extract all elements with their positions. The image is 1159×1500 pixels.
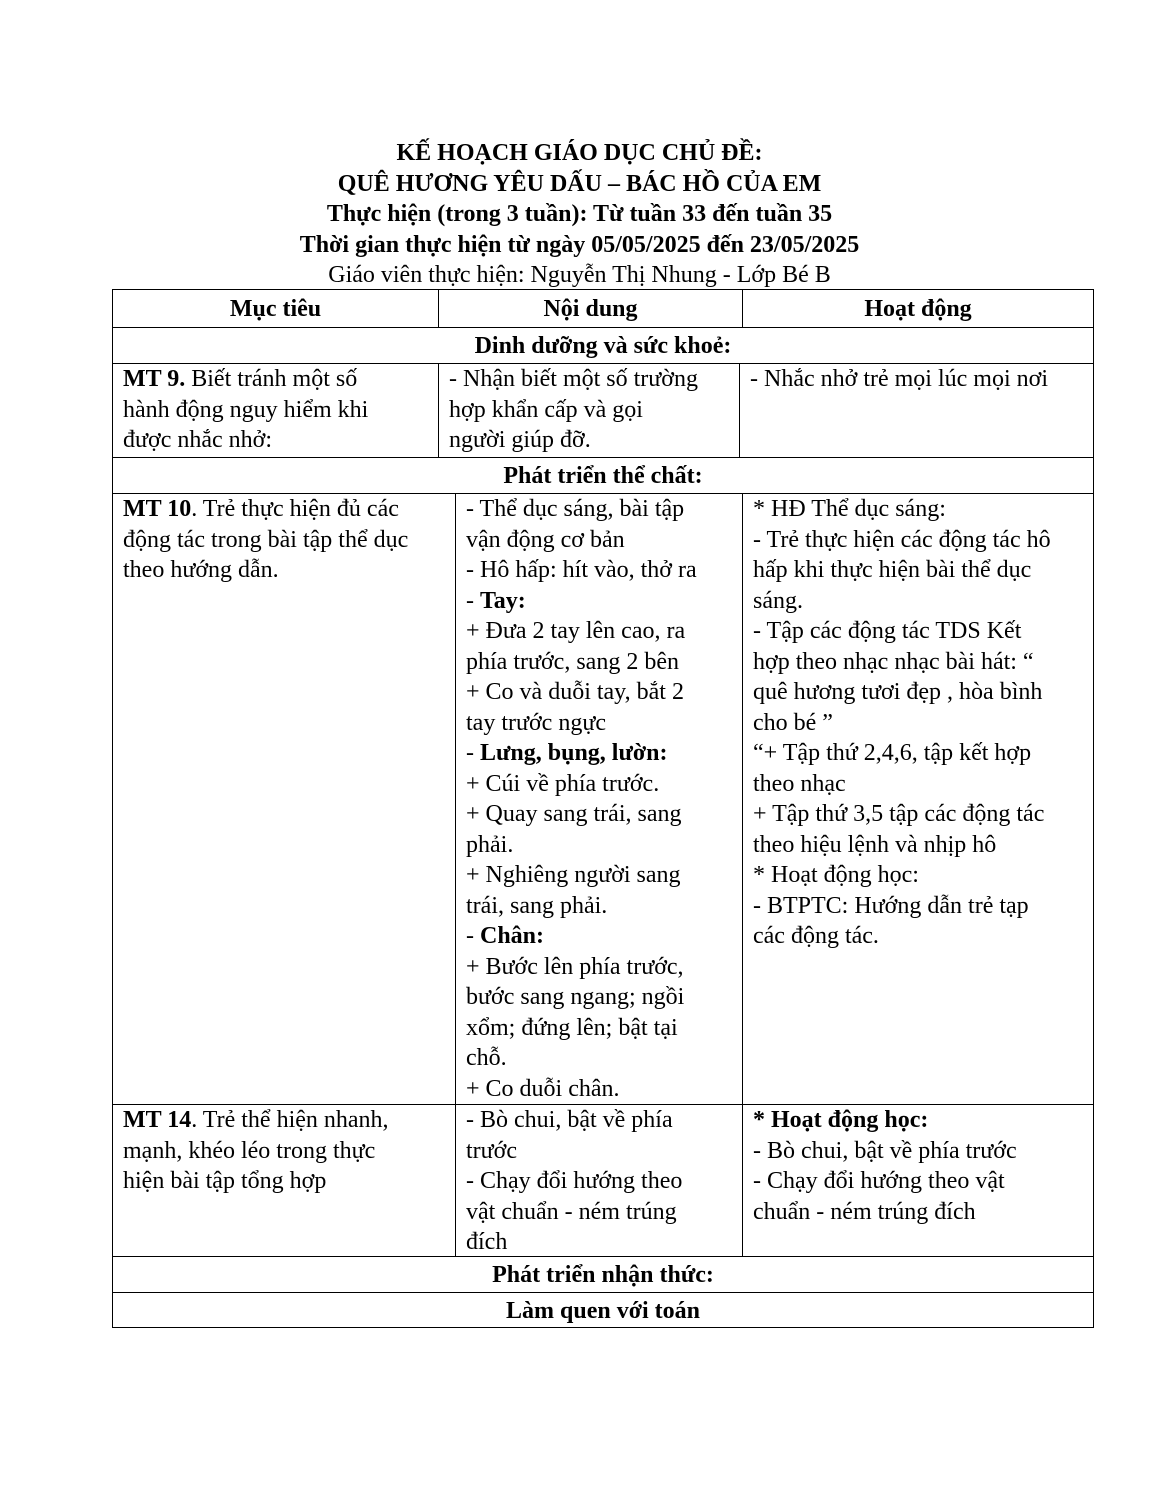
mt10-content-line: + Cúi về phía trước. <box>466 770 660 797</box>
mt10-activity-line: * Hoạt động học: <box>753 862 919 888</box>
mt14-content-line: - Bò chui, bật về phía <box>466 1107 673 1133</box>
mt14-goal-cell <box>113 1105 455 1256</box>
mt10-activity-line: * HĐ Thể dục sáng: <box>753 496 946 522</box>
table-header-row <box>112 289 1094 328</box>
mt10-content-line: phía trước, sang 2 bên <box>466 648 679 675</box>
section-cognitive-development: Phát triển nhận thức: <box>112 1257 1094 1293</box>
mt10-activity-line: các động tác. <box>753 923 879 949</box>
mt9-goal-line: được nhắc nhở: <box>123 427 273 453</box>
mt10-activity-line: “+ Tập thứ 2,4,6, tập kết hợp <box>753 740 1032 766</box>
mt9-activity-cell <box>739 364 1093 457</box>
mt9-goal-line: hành động nguy hiểm khi <box>123 396 369 423</box>
mt10-content-line: - Thể dục sáng, bài tập <box>466 496 685 522</box>
mt9-label: MT 9. <box>123 366 186 392</box>
mt10-content-line: + Quay sang trái, sang <box>466 801 682 827</box>
column-header-activity: Hoạt động <box>742 290 1093 327</box>
mt10-activity-line: - BTPTC: Hướng dẫn trẻ tạp <box>753 892 1029 919</box>
table-row-mt10 <box>112 494 1094 1105</box>
plan-title: KẾ HOẠCH GIÁO DỤC CHỦ ĐỀ: <box>396 140 763 166</box>
mt14-activity-line: chuẩn - ném trúng đích <box>753 1198 976 1225</box>
mt10-content-prefix: - <box>466 587 480 614</box>
mt14-activity-line: - Bò chui, bật về phía trước <box>753 1137 1017 1164</box>
mt10-content-line: xổm; đứng lên; bật tại <box>466 1014 678 1041</box>
mt10-activity-line: hấp khi thực hiện bài thể dục <box>753 557 1032 583</box>
mt9-activity-line: - Nhắc nhở trẻ mọi lúc mọi nơi <box>750 366 1048 392</box>
mt10-label: MT 10 <box>123 496 192 522</box>
mt10-goal-line: động tác trong bài tập thể dục <box>123 526 409 553</box>
mt10-content-line: + Co duỗi chân. <box>466 1075 620 1102</box>
mt14-content-cell <box>455 1105 742 1256</box>
mt14-content-line: - Chạy đổi hướng theo <box>466 1168 683 1194</box>
column-header-goal: Mục tiêu <box>229 296 322 322</box>
mt14-content-line: đích <box>466 1229 508 1255</box>
teacher-line: Giáo viên thực hiện: Nguyễn Thị Nhung - Lớp Bé B <box>328 262 831 288</box>
section-math-intro: Làm quen với toán <box>112 1293 1094 1328</box>
mt14-content-line: trước <box>466 1137 518 1164</box>
duration-line: Thực hiện (trong 3 tuần): Từ tuần 33 đến tuần 35 <box>326 201 833 227</box>
section-physical-development: Phát triển thể chất: <box>112 458 1094 494</box>
mt10-subheading-arms: Tay: <box>480 587 526 614</box>
table-row-mt14 <box>112 1105 1094 1257</box>
mt10-activity-line: - Tập các động tác TDS Kết <box>753 618 1022 644</box>
mt14-activity-title: * Hoạt động học: <box>753 1107 929 1133</box>
date-range-line: Thời gian thực hiện từ ngày 05/05/2025 đến 23/05/2025 <box>299 231 860 258</box>
mt10-content-line: + Bước lên phía trước, <box>466 953 684 980</box>
mt10-subheading-torso: Lưng, bụng, lườn: <box>480 740 668 766</box>
mt14-goal-line: mạnh, khéo léo trong thực <box>123 1137 376 1164</box>
mt14-activity-cell <box>742 1105 1093 1256</box>
mt10-content-line: trái, sang phải. <box>466 892 608 919</box>
section-nutrition-health: Dinh dưỡng và sức khoẻ: <box>112 328 1094 364</box>
document-header <box>0 138 1159 291</box>
mt14-content-line: vật chuẩn - ném trúng <box>466 1198 677 1225</box>
mt10-activity-line: sáng. <box>753 587 803 614</box>
mt10-content-cell <box>455 494 742 1104</box>
mt14-goal-line: . Trẻ thể hiện nhanh, <box>191 1107 389 1133</box>
mt10-goal-line: . Trẻ thực hiện đủ các <box>191 496 399 522</box>
mt10-content-prefix: - <box>466 923 480 949</box>
column-header-content: Nội dung <box>438 290 742 327</box>
mt10-activity-line: theo nhạc <box>753 770 846 797</box>
mt9-content-line: hợp khẩn cấp và gọi <box>449 396 643 423</box>
mt9-content-cell <box>438 364 739 457</box>
mt10-activity-line: + Tập thứ 3,5 tập các động tác <box>753 801 1045 827</box>
mt10-content-line: bước sang ngang; ngồi <box>466 984 685 1010</box>
mt10-content-line: tay trước ngực <box>466 709 606 736</box>
mt10-subheading-legs: Chân: <box>480 923 545 949</box>
plan-table <box>112 289 1094 1328</box>
mt10-activity-line: - Trẻ thực hiện các động tác hô <box>753 526 1051 553</box>
mt10-activity-line: cho bé ” <box>753 709 833 736</box>
mt10-content-prefix: - <box>466 740 480 766</box>
mt10-activity-line: hợp theo nhạc nhạc bài hát: “ <box>753 648 1034 675</box>
mt10-content-line: vận động cơ bản <box>466 526 625 553</box>
mt10-content-line: phải. <box>466 831 514 858</box>
mt9-content-line: người giúp đỡ. <box>449 427 591 453</box>
mt14-goal-line: hiện bài tập tổng hợp <box>123 1168 327 1194</box>
mt9-goal-line: Biết tránh một số <box>185 366 358 392</box>
mt9-goal-cell <box>113 364 438 457</box>
mt10-activity-line: quê hương tươi đẹp , hòa bình <box>753 679 1043 705</box>
mt10-content-line: chỗ. <box>466 1045 507 1071</box>
mt10-content-line: - Hô hấp: hít vào, thở ra <box>466 557 697 583</box>
mt10-activity-cell <box>742 494 1093 1104</box>
table-row-mt9 <box>112 364 1094 458</box>
mt10-content-line: + Nghiêng người sang <box>466 862 681 888</box>
mt10-activity-line: theo hiệu lệnh và nhịp hô <box>753 831 997 858</box>
mt10-content-line: + Co và duỗi tay, bắt 2 <box>466 679 684 705</box>
mt10-goal-cell <box>113 494 455 1104</box>
mt9-content-line: - Nhận biết một số trường <box>449 366 698 392</box>
mt10-goal-line: theo hướng dẫn. <box>123 557 279 583</box>
theme-title: QUÊ HƯƠNG YÊU DẤU – BÁC HỒ CỦA EM <box>337 170 822 197</box>
mt14-activity-line: - Chạy đổi hướng theo vật <box>753 1168 1005 1194</box>
mt10-content-line: + Đưa 2 tay lên cao, ra <box>466 618 686 644</box>
mt14-label: MT 14 <box>123 1107 192 1133</box>
